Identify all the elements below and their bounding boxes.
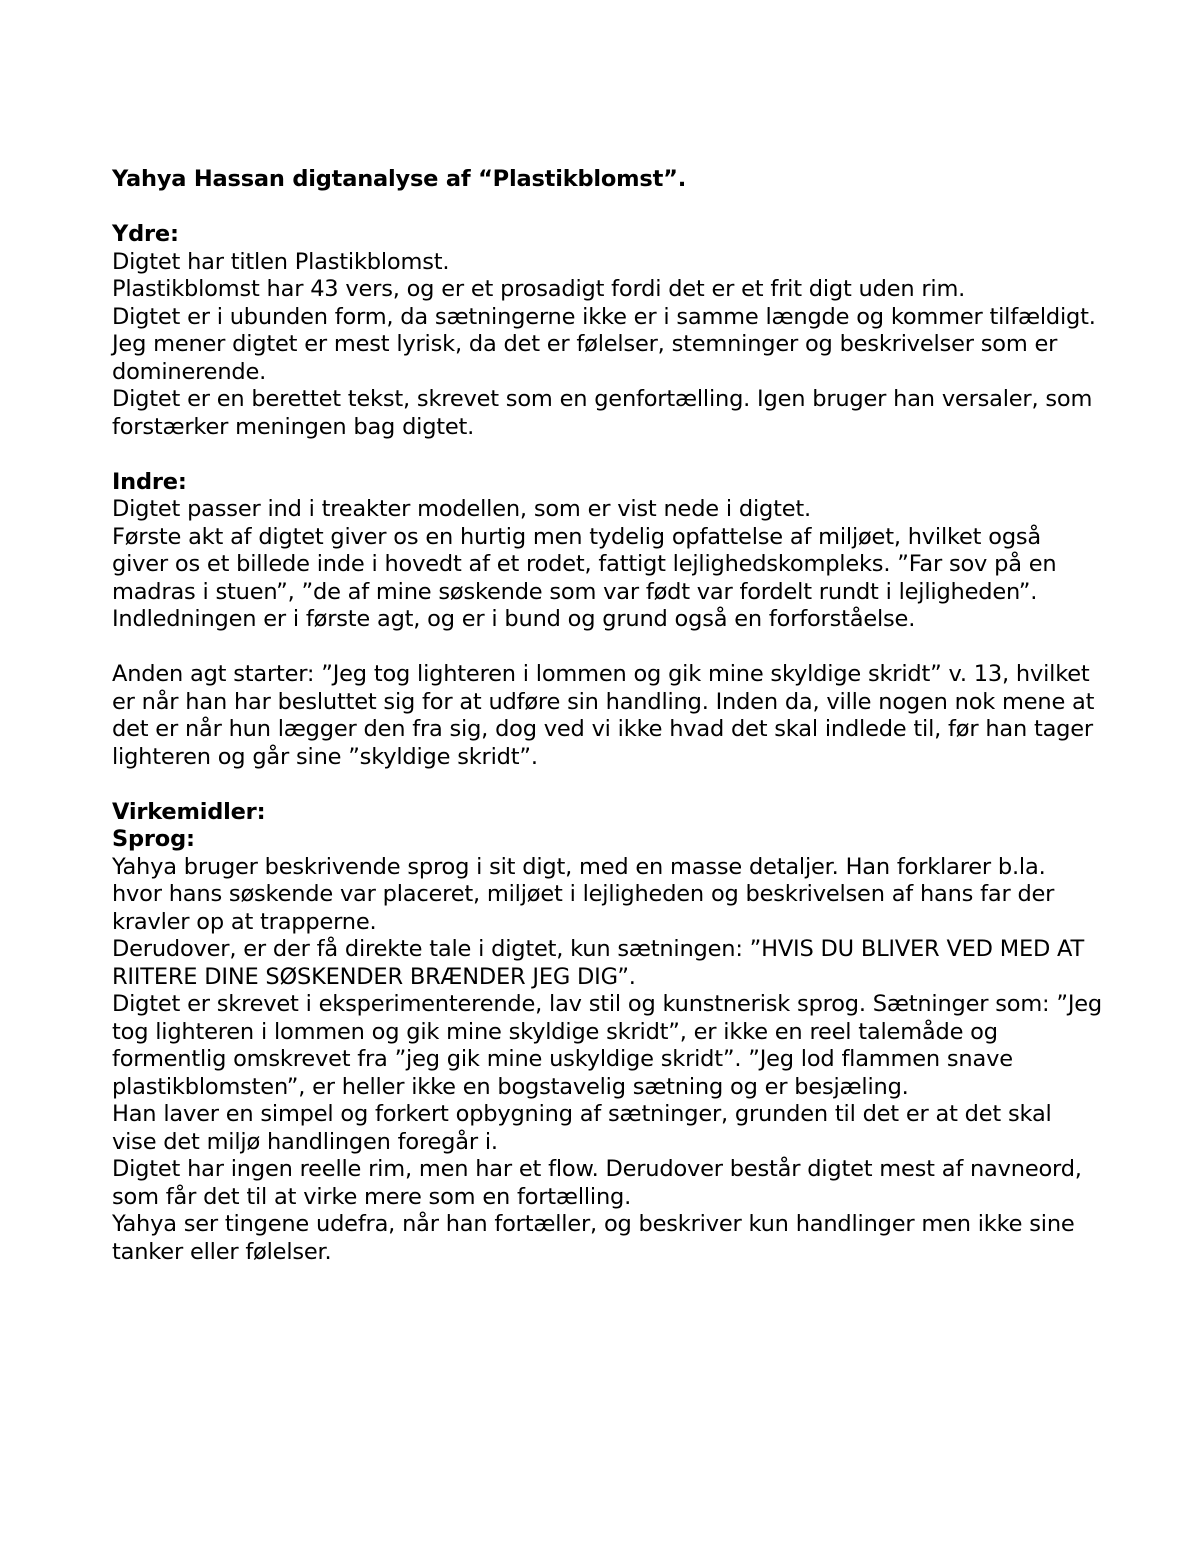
paragraph: Plastikblomst har 43 vers, og er et prosadigt fordi det er et frit digt uden rim. bbox=[112, 276, 966, 302]
document-title: Yahya Hassan digtanalyse af “Plastikblomst”. bbox=[112, 166, 687, 192]
section-heading-indre: Indre: bbox=[112, 468, 187, 495]
subsection-heading-sprog: Sprog: bbox=[112, 826, 195, 852]
paragraph: Digtet er i ubunden form, da sætningerne ikke er i samme længde og kommer tilfældigt. bbox=[112, 303, 1096, 330]
spacer bbox=[112, 771, 1102, 799]
paragraph: Digtet har titlen Plastikblomst. bbox=[112, 248, 450, 275]
paragraph: Digtet er skrevet i eksperimenterende, lav stil og kunstnerisk sprog. Sætninger som: ”Jeg tog lighteren i lommen og gik mine skyldige skridt”, er ikke en reel talemåde og formentlig omskrevet fra ”jeg gik mine uskyldige skridt”. ”Jeg lod flammen snave plastikblomsten”, er heller ikke en bogstavelig sætning og er besjæling. bbox=[112, 991, 1109, 1100]
paragraph: Anden agt starter: ”Jeg tog lighteren i lommen og gik mine skyldige skridt” v. 13, hvilket er når han har besluttet sig for at udføre sin handling. Inden da, ville nogen nok mene at det er når hun lægger den fra sig, dog ved vi ikke hvad det skal indlede til, før han tager lighteren og går sine ”skyldige skridt”. bbox=[112, 661, 1102, 770]
paragraph: Han laver en simpel og forkert opbygning af sætninger, grunden til det er at det skal vise det miljø handlingen foregår i. bbox=[112, 1101, 1059, 1155]
paragraph: Derudover, er der få direkte tale i digtet, kun sætningen: ”HVIS DU BLIVER VED MED AT RIITERE DINE SØSKENDER BRÆNDER JEG DIG”. bbox=[112, 936, 1091, 990]
paragraph: Digtet passer ind i treakter modellen, som er vist nede i digtet. bbox=[112, 496, 811, 522]
paragraph: Yahya ser tingene udefra, når han fortæller, og beskriver kun handlinger men ikke sine tanker eller følelser. bbox=[112, 1211, 1082, 1265]
paragraph: Digtet har ingen reelle rim, men har et flow. Derudover består digtet mest af navneord, som får det til at virke mere som en fortælling. bbox=[112, 1156, 1089, 1210]
section-heading-ydre: Ydre: bbox=[112, 221, 179, 247]
spacer bbox=[112, 441, 1102, 469]
paragraph: Yahya bruger beskrivende sprog i sit digt, med en masse detaljer. Han forklarer b.la. hvor hans søskende var placeret, miljøet i lejligheden og beskrivelsen af hans far der kravler op at trapperne. bbox=[112, 853, 1062, 935]
paragraph: Første akt af digtet giver os en hurtig men tydelig opfattelse af miljøet, hvilket også giver os et billede inde i hovedt af et rodet, fattigt lejlighedskompleks. ”Far sov på en madras i stuen”, ”de af mine søskende som var født var fordelt rundt i lejligheden”. bbox=[112, 523, 1064, 605]
paragraph: Indledningen er i første agt, og er i bund og grund også en forforståelse. bbox=[112, 606, 916, 632]
spacer bbox=[112, 634, 1102, 662]
document-page bbox=[112, 166, 1109, 1266]
paragraph: Digtet er en berettet tekst, skrevet som en genfortælling. Igen bruger han versaler, som forstærker meningen bag digtet. bbox=[112, 386, 1100, 440]
spacer bbox=[112, 194, 1102, 222]
section-heading-virkemidler: Virkemidler: bbox=[112, 798, 266, 825]
paragraph: Jeg mener digtet er mest lyrisk, da det er følelser, stemninger og beskrivelser som er dominerende. bbox=[112, 331, 1065, 385]
